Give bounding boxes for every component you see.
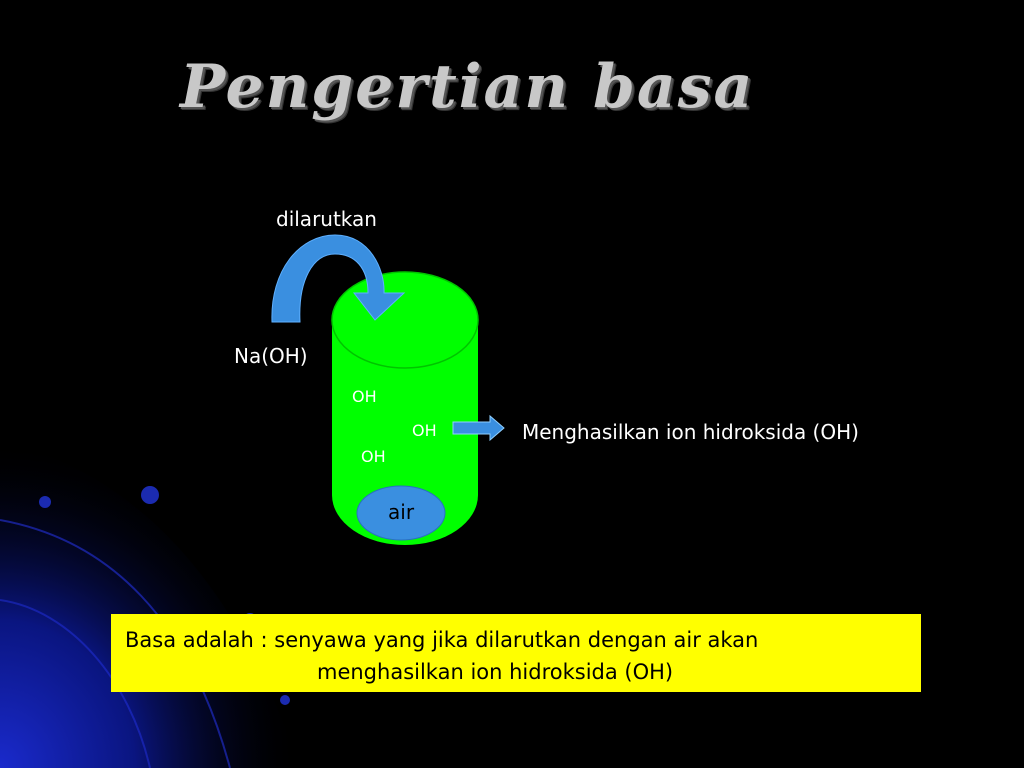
dissolved-label: dilarutkan — [276, 207, 377, 231]
definition-box — [111, 614, 921, 692]
slide-title: Pengertian basa — [180, 52, 755, 122]
result-label: Menghasilkan ion hidroksida (OH) — [522, 420, 859, 444]
hydroxide-ion-1: OH — [352, 387, 377, 406]
definition-line-2: menghasilkan ion hidroksida (OH) — [317, 660, 674, 684]
naoh-label: Na(OH) — [234, 344, 308, 368]
hydroxide-ion-2: OH — [412, 421, 437, 440]
hydroxide-ion-3: OH — [361, 447, 386, 466]
water-label: air — [388, 500, 415, 524]
definition-line-1: Basa adalah : senyawa yang jika dilarutkan dengan air akan — [125, 628, 759, 652]
